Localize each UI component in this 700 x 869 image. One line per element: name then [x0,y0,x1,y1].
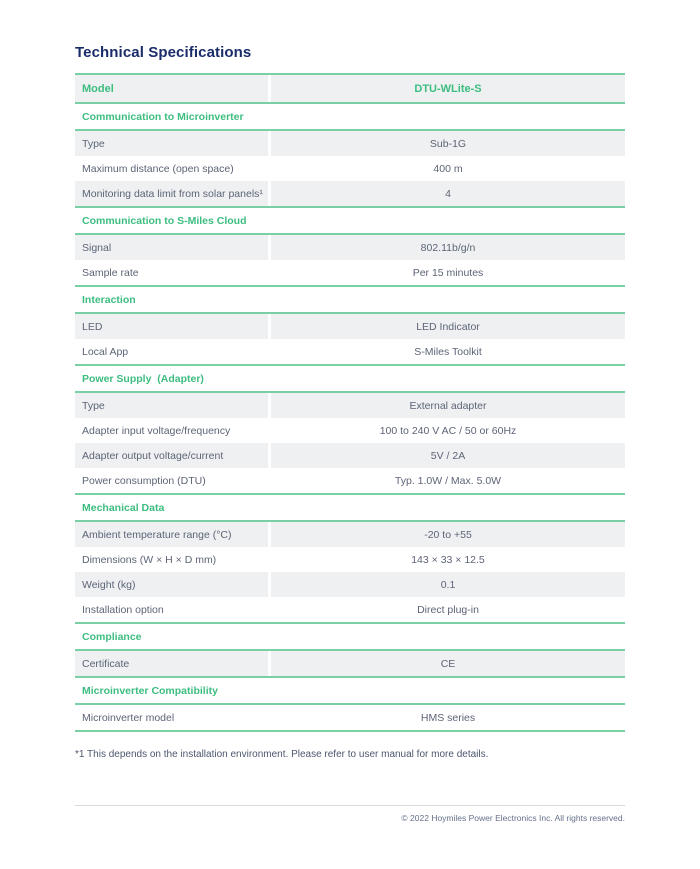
table-row [75,339,625,366]
table-row [75,260,625,287]
table-row [75,547,625,572]
table-row [75,418,625,443]
section-title-microinverter-compatibility: Microinverter Compatibility [75,678,625,705]
spec-value: 100 to 240 V AC / 50 or 60Hz [379,424,517,437]
spec-label: Sample rate [75,260,271,285]
spec-value: LED Indicator [271,314,625,339]
spec-label: Maximum distance (open space) [75,156,271,181]
page-content [75,44,625,760]
section-title-power-supply: Power Supply (Adapter) [75,366,625,393]
spec-value: 400 m [433,162,463,175]
spec-value: Sub-1G [271,131,625,156]
table-header-product: DTU-WLite-S [271,75,625,102]
table-row [75,468,625,495]
spec-label: Monitoring data limit from solar panels¹ [75,181,271,206]
spec-label: Certificate [75,651,271,676]
spec-value: Direct plug-in [417,603,479,616]
table-header-row [75,75,625,104]
spec-label: Adapter input voltage/frequency [75,418,271,443]
table-row [75,705,625,732]
spec-value: 5V / 2A [271,443,625,468]
spec-value: -20 to +55 [271,522,625,547]
spec-label: Ambient temperature range (°C) [75,522,271,547]
spec-label: Weight (kg) [75,572,271,597]
spec-label: Installation option [75,597,271,622]
table-row [75,131,625,156]
spec-value: 0.1 [271,572,625,597]
spec-value: Per 15 minutes [412,266,484,279]
section-title-communication-microinverter: Communication to Microinverter [75,104,625,131]
table-row [75,522,625,547]
spec-label: LED [75,314,271,339]
table-row [75,443,625,468]
spec-label: Power consumption (DTU) [75,468,271,493]
copyright-text: © 2022 Hoymiles Power Electronics Inc. All rights reserved. [401,813,625,823]
spec-value: HMS series [420,711,476,724]
table-row [75,572,625,597]
page-footer [75,805,625,823]
table-row [75,314,625,339]
spec-label: Local App [75,339,271,364]
spec-value: Typ. 1.0W / Max. 5.0W [394,474,502,487]
footer-divider [75,805,625,806]
spec-value: CE [271,651,625,676]
spec-label: Type [75,131,271,156]
table-header-model: Model [75,75,271,102]
spec-value: External adapter [271,393,625,418]
section-title-compliance: Compliance [75,624,625,651]
table-row [75,235,625,260]
table-row [75,597,625,624]
spec-table [75,73,625,732]
section-title-communication-smiles-cloud: Communication to S-Miles Cloud [75,208,625,235]
table-row [75,181,625,208]
table-row [75,393,625,418]
section-title-mechanical-data: Mechanical Data [75,495,625,522]
spec-value: 802.11b/g/n [271,235,625,260]
page-title: Technical Specifications [75,44,252,61]
spec-label: Adapter output voltage/current [75,443,271,468]
spec-value: 4 [271,181,625,206]
table-row [75,651,625,678]
spec-label: Microinverter model [75,705,271,730]
spec-label: Signal [75,235,271,260]
spec-label: Type [75,393,271,418]
spec-value: 143 × 33 × 12.5 [411,553,485,566]
spec-value: S-Miles Toolkit [414,345,482,358]
spec-label: Dimensions (W × H × D mm) [75,547,271,572]
footnote: *1 This depends on the installation environment. Please refer to user manual for more details. [75,749,489,760]
section-title-interaction: Interaction [75,287,625,314]
table-row [75,156,625,181]
